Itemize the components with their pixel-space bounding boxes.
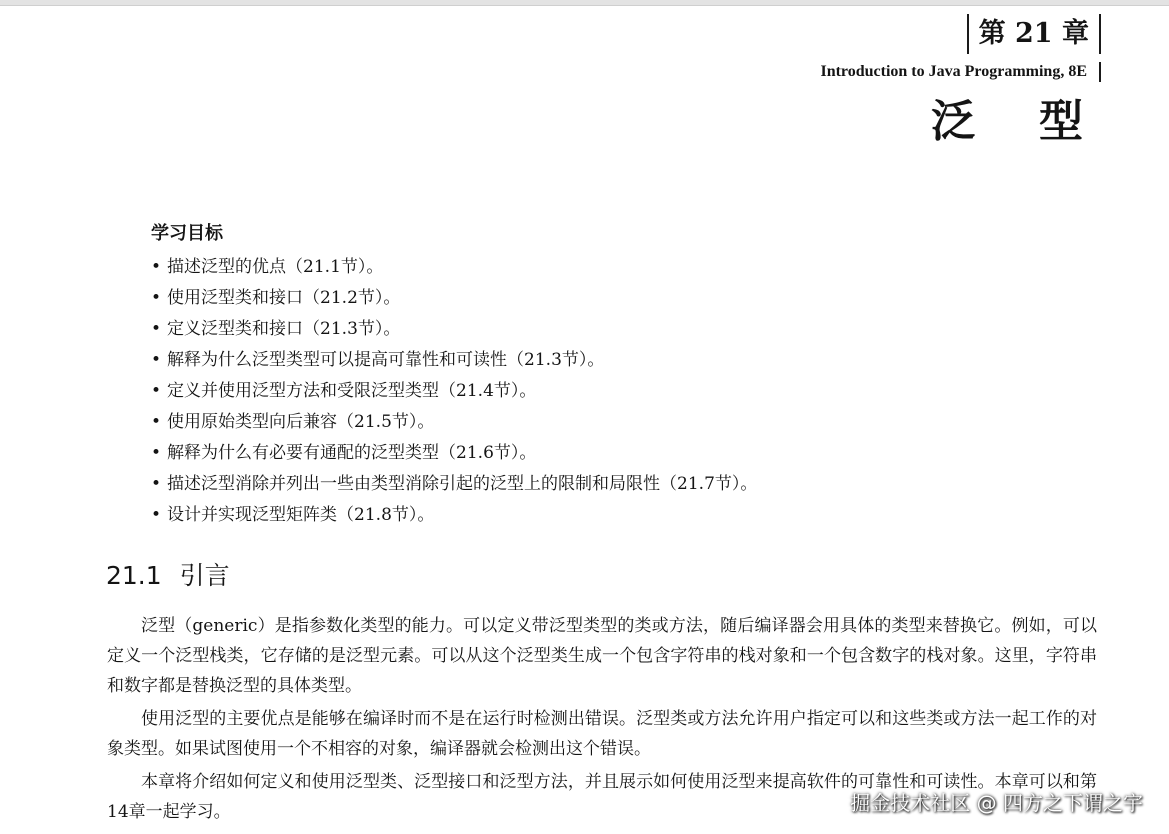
objective-item: • 解释为什么有必要有通配的泛型类型（21.6节）。 — [151, 438, 1051, 469]
chapter-title: 泛型 — [931, 96, 1147, 147]
section-heading — [106, 558, 230, 594]
chapter-label: 第 21 章 — [967, 14, 1101, 54]
objective-item: • 定义泛型类和接口（21.3节）。 — [151, 314, 1051, 345]
objective-item: • 描述泛型的优点（21.1节）。 — [151, 252, 1051, 283]
paragraph: 本章将介绍如何定义和使用泛型类、泛型接口和泛型方法，并且展示如何使用泛型来提高软件的可靠性和可读性。本章可以和第14章一起学习。 — [107, 772, 1097, 822]
watermark: 掘金技术社区 @ 四方之下谓之宇 — [850, 791, 1143, 815]
objective-item: • 定义并使用泛型方法和受限泛型类型（21.4节）。 — [151, 376, 1051, 407]
paragraph: 泛型（generic）是指参数化类型的能力。可以定义带泛型类型的类或方法，随后编译器会用具体的类型来替换它。例如，可以定义一个泛型栈类，它存储的是泛型元素。可以从这个泛型类生成一个包含字符串的栈对象和一个包含数字的栈对象。这里，字符串和数字都是替换泛型的具体类型。 — [107, 616, 1097, 696]
top-rule — [0, 0, 1169, 6]
objectives-heading: 学习目标 — [151, 223, 223, 244]
section-number: 21.1 — [106, 561, 162, 590]
paragraph: 使用泛型的主要优点是能够在编译时而不是在运行时检测出错误。泛型类或方法允许用户指定可以和这些类或方法一起工作的对象类型。如果试图使用一个不相容的对象，编译器就会检测出这个错误。 — [107, 709, 1097, 759]
objective-item: • 使用原始类型向后兼容（21.5节）。 — [151, 407, 1051, 438]
objective-item: • 描述泛型消除并列出一些由类型消除引起的泛型上的限制和局限性（21.7节）。 — [151, 469, 1051, 500]
objective-item: • 设计并实现泛型矩阵类（21.8节）。 — [151, 500, 1051, 531]
chapter-header — [820, 14, 1091, 82]
section-title: 引言 — [179, 561, 230, 590]
book-title: Introduction to Java Programming, 8E — [820, 62, 1101, 82]
objective-item: • 解释为什么泛型类型可以提高可靠性和可读性（21.3节）。 — [151, 345, 1051, 376]
objectives-list — [151, 252, 1051, 531]
learning-objectives — [151, 220, 1051, 531]
objective-item: • 使用泛型类和接口（21.2节）。 — [151, 283, 1051, 314]
